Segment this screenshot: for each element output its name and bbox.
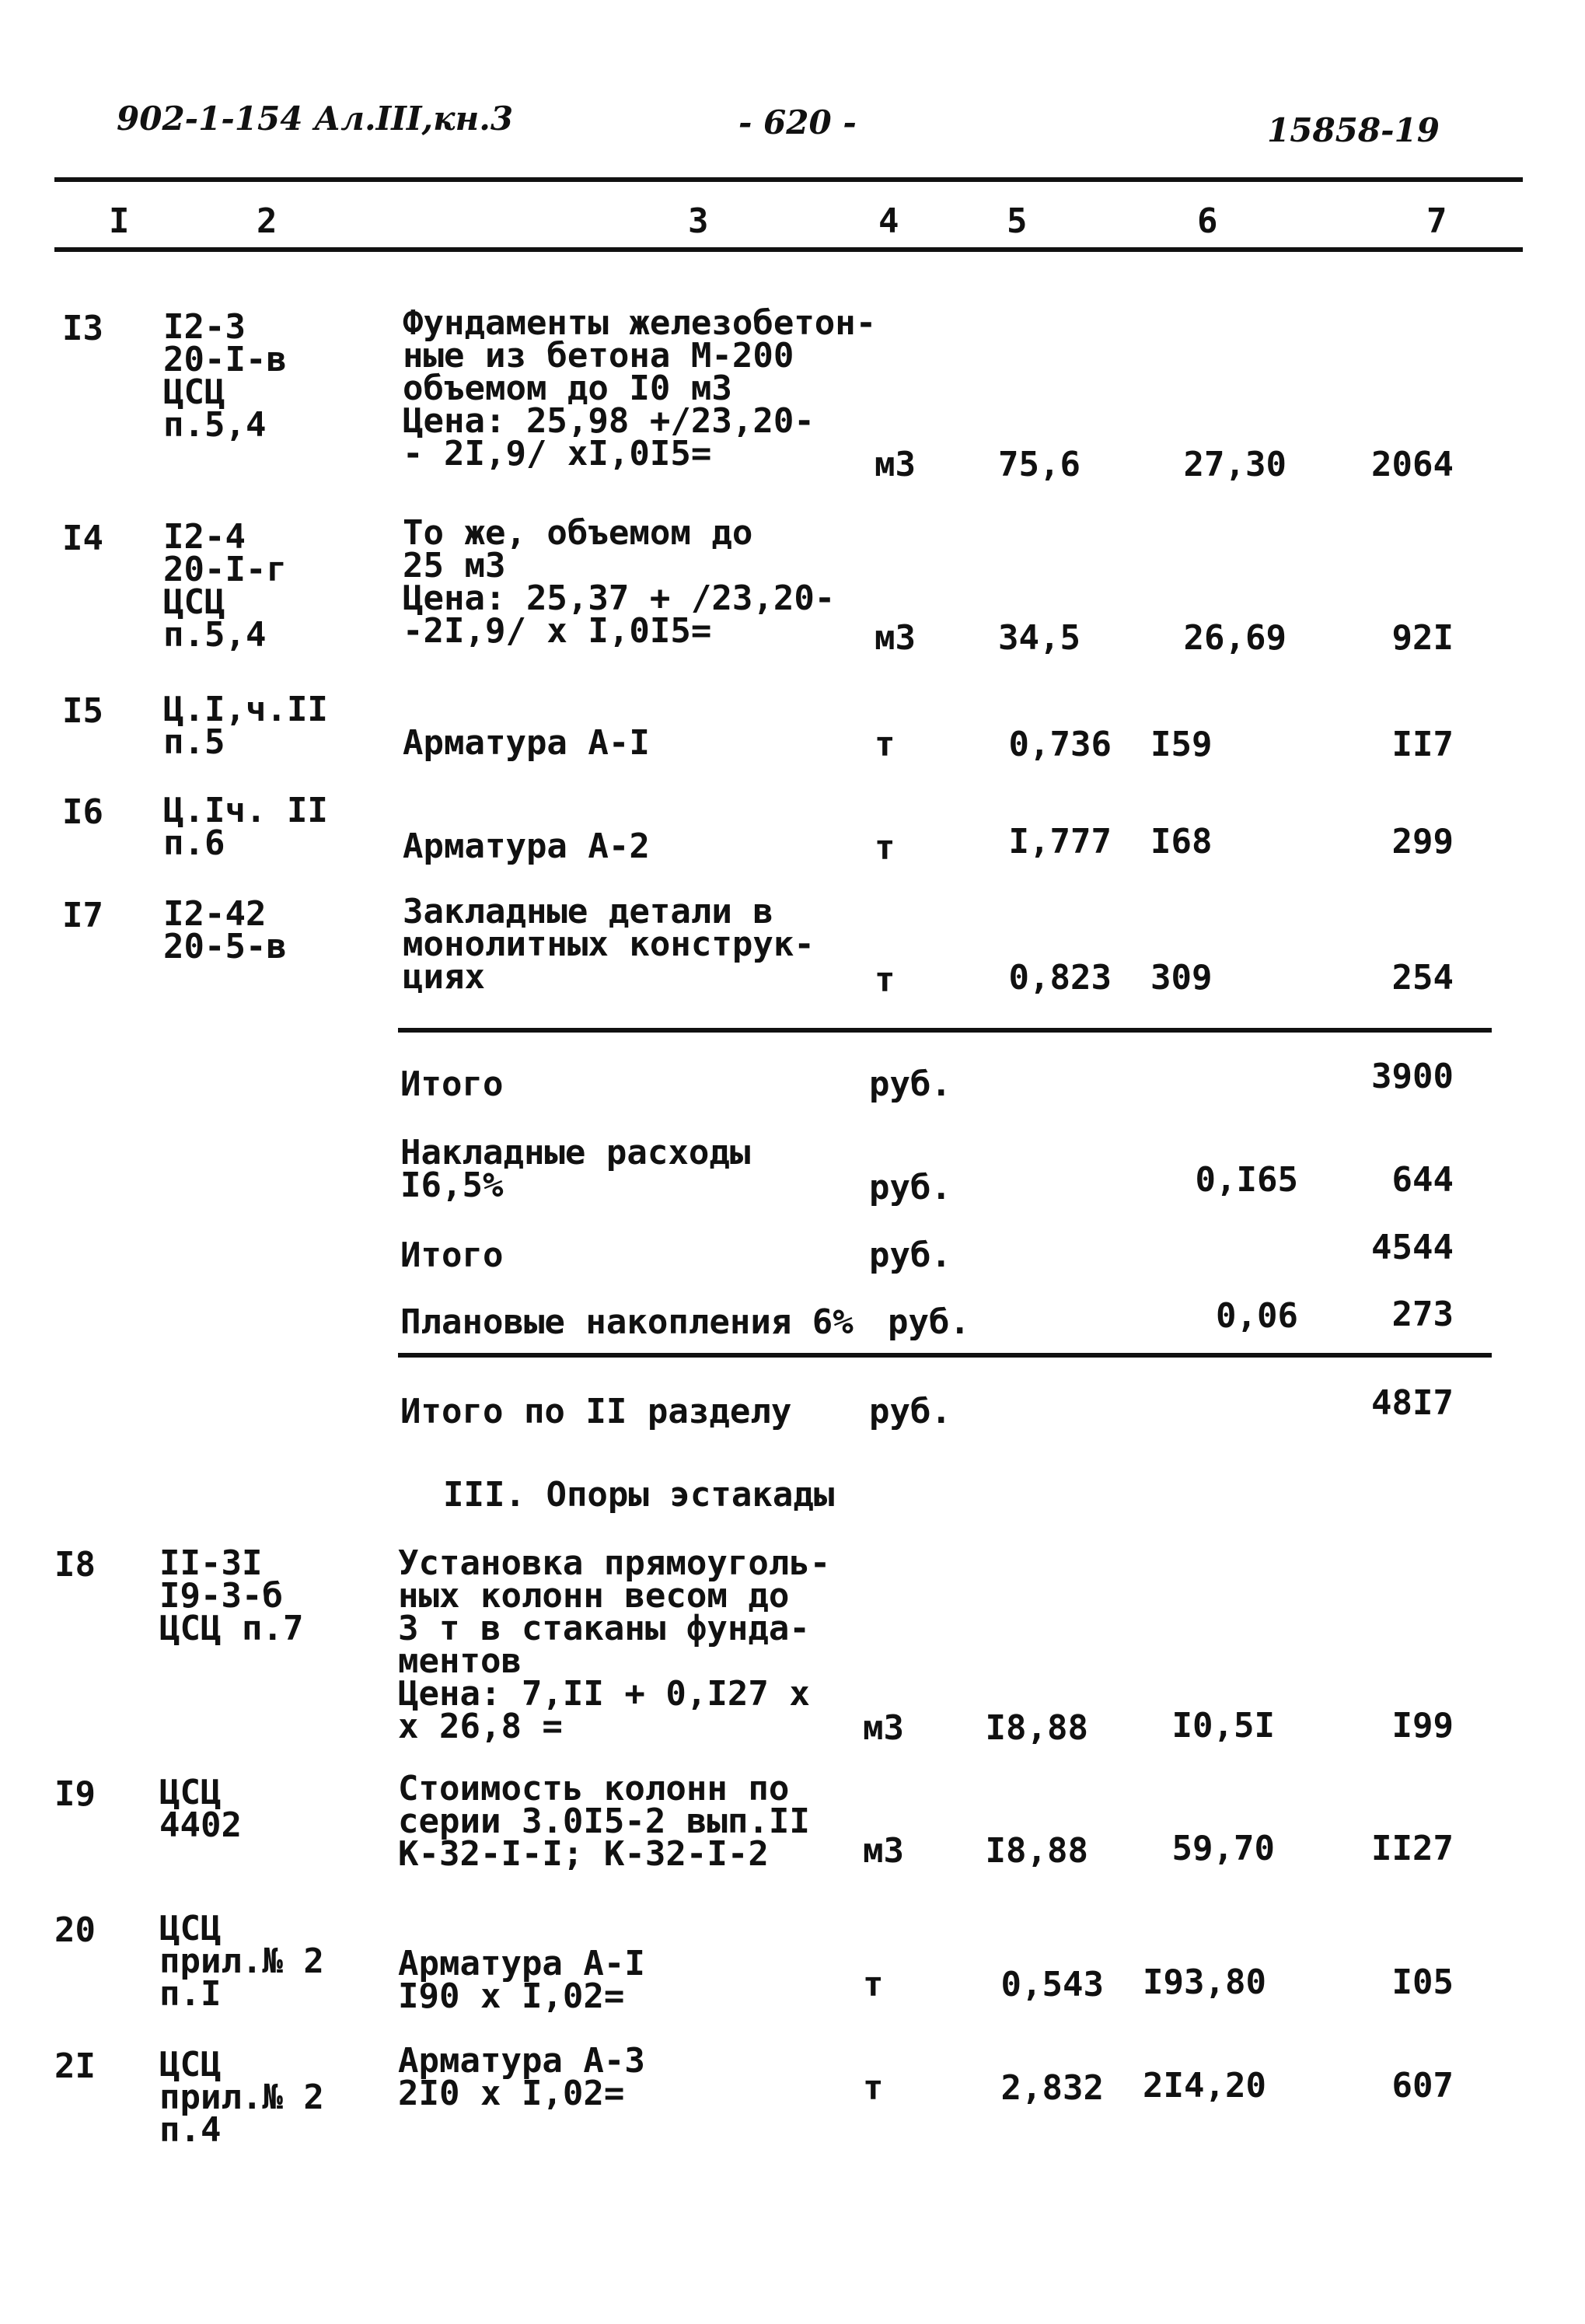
row-description: Арматура А-3 2I0 x I,02= — [398, 2041, 645, 2113]
row-description: Фундаменты железобетон- ные из бетона М-200 объемом до I0 м3 Цена: 25,98 +/23,20- - 2I,9/ xI,0I5= — [403, 303, 877, 474]
row-total: 607 — [1391, 2066, 1454, 2106]
row-quantity: 0,736 — [1008, 725, 1112, 764]
summary-unit: руб. — [869, 1168, 951, 1207]
row-number: I5 — [62, 691, 103, 731]
summary-total: 48I7 — [1371, 1383, 1454, 1423]
row-reference: ЦСЦ прил.№ 2 п.I — [159, 1909, 324, 2014]
row-total: 92I — [1391, 618, 1454, 658]
col-header-7: 7 — [1426, 201, 1447, 241]
row-unit: т — [863, 2068, 884, 2108]
row-quantity: 34,5 — [998, 618, 1081, 658]
header-top-rule — [54, 177, 1523, 182]
row-price: 309 — [1150, 958, 1213, 998]
row-unit: т — [875, 828, 895, 868]
row-number: I9 — [54, 1774, 96, 1814]
row-quantity: 75,6 — [998, 445, 1081, 484]
summary-label: Итого — [400, 1235, 504, 1275]
row-number: I7 — [62, 896, 103, 935]
summary-label: Итого по II разделу — [400, 1392, 792, 1431]
summary-total: 4544 — [1371, 1228, 1454, 1267]
summary-total: 3900 — [1371, 1057, 1454, 1096]
row-description: То же, объемом до 25 м3 Цена: 25,37 + /23,20- -2I,9/ x I,0I5= — [403, 513, 836, 651]
row-price: 27,30 — [1183, 445, 1287, 484]
row-quantity: 2,832 — [1000, 2068, 1104, 2108]
col-header-5: 5 — [1007, 201, 1028, 241]
summary-label: Итого — [400, 1064, 504, 1104]
row-quantity: I,777 — [1008, 822, 1112, 861]
summary-unit: руб. — [869, 1392, 951, 1431]
row-description: Закладные детали в монолитных конструк- циях — [403, 892, 815, 997]
row-number: I8 — [54, 1545, 96, 1585]
row-total: 2064 — [1371, 445, 1454, 484]
summary-label: Накладные расходы I6,5% — [400, 1133, 751, 1205]
col-header-6: 6 — [1197, 201, 1218, 241]
row-description: Арматура А-I — [403, 723, 650, 763]
summary-total: 273 — [1391, 1295, 1454, 1334]
row-reference: I2-4 20-I-г ЦСЦ п.5,4 — [163, 517, 287, 655]
row-unit: м3 — [863, 1831, 904, 1871]
row-total: 299 — [1391, 822, 1454, 861]
col-header-1: I — [109, 201, 130, 241]
row-reference: Ц.I,ч.II п.5 — [163, 690, 328, 762]
row-description: Установка прямоуголь- ных колонн весом до 3 т в стаканы фунда- ментов Цена: 7,II + 0,I27 x x 26,8 = — [398, 1543, 831, 1746]
summary-unit: руб. — [888, 1302, 970, 1342]
summary-label: Плановые накопления 6% — [400, 1302, 854, 1342]
row-total: I99 — [1391, 1706, 1454, 1746]
summary-rate: 0,I65 — [1195, 1160, 1298, 1200]
row-price: I93,80 — [1143, 1962, 1266, 2002]
row-price: 2I4,20 — [1143, 2066, 1266, 2106]
summary-unit: руб. — [869, 1235, 951, 1275]
subtotal-rule — [398, 1028, 1492, 1033]
row-price: I59 — [1150, 725, 1213, 764]
row-unit: т — [875, 725, 895, 764]
col-header-2: 2 — [257, 201, 278, 241]
row-price: 59,70 — [1171, 1829, 1275, 1868]
row-number: 20 — [54, 1910, 96, 1950]
row-total: II27 — [1371, 1829, 1454, 1868]
row-description: Арматура А-I I90 x I,02= — [398, 1944, 645, 2016]
summary-total: 644 — [1391, 1160, 1454, 1200]
row-reference: Ц.Iч. II п.6 — [163, 791, 328, 863]
row-price: 26,69 — [1183, 618, 1287, 658]
row-unit: т — [875, 960, 895, 1000]
section-title: III. Опоры эстакады — [443, 1475, 835, 1515]
section-total-rule — [398, 1353, 1492, 1358]
row-price: I0,5I — [1171, 1706, 1275, 1746]
page-number: - 620 - — [738, 103, 857, 142]
row-unit: м3 — [875, 618, 916, 658]
col-header-4: 4 — [878, 201, 899, 241]
row-reference: ЦСЦ 4402 — [159, 1773, 242, 1845]
document-code-left: 902-1-154 Ал.III,кн.3 — [117, 100, 514, 138]
header-bottom-rule — [54, 247, 1523, 252]
row-total: 254 — [1391, 958, 1454, 998]
row-unit: т — [863, 1965, 884, 2004]
row-number: I3 — [62, 309, 103, 348]
row-unit: м3 — [863, 1708, 904, 1748]
row-description: Стоимость колонн по серии 3.0I5-2 вып.II К-32-I-I; К-32-I-2 — [398, 1769, 810, 1874]
summary-unit: руб. — [869, 1064, 951, 1104]
row-quantity: I8,88 — [985, 1831, 1088, 1871]
col-header-3: 3 — [688, 201, 709, 241]
row-number: I6 — [62, 792, 103, 832]
row-price: I68 — [1150, 822, 1213, 861]
row-quantity: 0,823 — [1008, 958, 1112, 998]
summary-rate: 0,06 — [1216, 1296, 1298, 1336]
row-quantity: 0,543 — [1000, 1965, 1104, 2004]
row-total: II7 — [1391, 725, 1454, 764]
row-description: Арматура А-2 — [403, 827, 650, 866]
row-total: I05 — [1391, 1962, 1454, 2002]
row-unit: м3 — [875, 445, 916, 484]
row-reference: II-3I I9-3-б ЦСЦ п.7 — [159, 1543, 304, 1648]
document-code-right: 15858-19 — [1267, 111, 1440, 149]
row-reference: I2-42 20-5-в — [163, 894, 287, 966]
row-number: I4 — [62, 519, 103, 558]
row-reference: ЦСЦ прил.№ 2 п.4 — [159, 2045, 324, 2150]
row-number: 2I — [54, 2046, 96, 2086]
row-quantity: I8,88 — [985, 1708, 1088, 1748]
row-reference: I2-3 20-I-в ЦСЦ п.5,4 — [163, 307, 287, 445]
